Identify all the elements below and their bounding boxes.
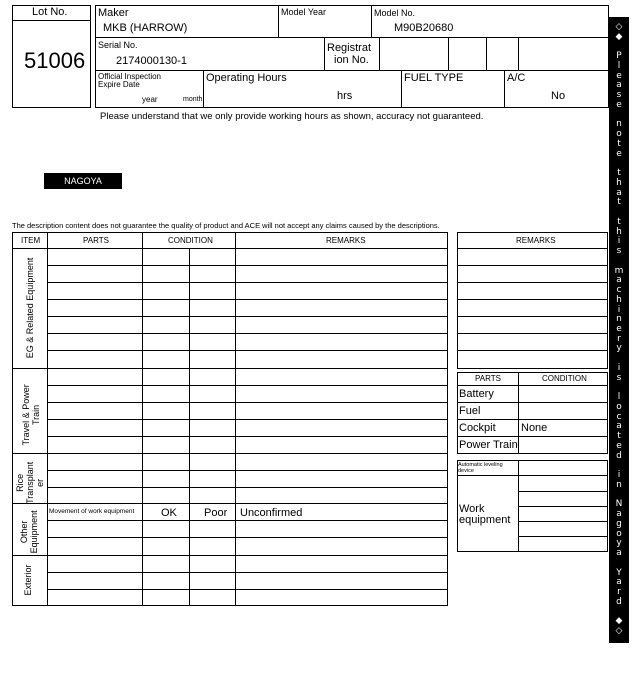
header-remarks: REMARKS (326, 236, 366, 245)
side-banner-char: ◆ (615, 616, 623, 627)
side-banner-char: i (617, 470, 621, 481)
header-item: ITEM (21, 236, 41, 245)
side-banner-char: n (616, 119, 622, 130)
side-banner-char: r (617, 333, 621, 344)
section-travel-label-2: Train (31, 404, 41, 425)
auto-leveling-label: Automatic leveling device (458, 462, 503, 475)
side-banner-char: t (617, 431, 621, 442)
side-banner-char: r (617, 587, 621, 598)
side-banner-char (609, 257, 629, 266)
side-banner-char: i (617, 304, 621, 315)
side-banner-char (609, 208, 629, 217)
section-travel-label (22, 378, 42, 452)
serial-label: Serial No. (98, 40, 138, 50)
right-row-cockpit-cond: None (521, 422, 548, 434)
other-row-remarks: Unconfirmed (240, 507, 303, 519)
right-remarks-box (457, 232, 608, 369)
ac-label: A/C (507, 72, 526, 84)
side-banner-char: m (614, 265, 624, 276)
hours-notice: Please understand that we only provide working hours as shown, accuracy not guaranteed. (100, 111, 484, 122)
side-banner-char: i (617, 362, 621, 373)
registration-label-1: Registrat (327, 42, 372, 54)
right-row-battery: Battery (459, 388, 494, 400)
side-banner-char (609, 159, 629, 168)
work-equipment-label-2: equipment (459, 514, 511, 526)
side-banner-char (609, 354, 629, 363)
section-eg-label: EG & Related Equipment (25, 257, 36, 359)
side-banner-char: s (616, 246, 622, 257)
registration-label-2: ion No. (334, 54, 369, 66)
side-banner-char: i (617, 236, 621, 247)
side-banner-char: N (615, 499, 623, 510)
side-banner-char (609, 608, 629, 617)
right-row-cockpit: Cockpit (459, 422, 496, 434)
side-banner-char: d (616, 596, 622, 607)
side-banner-char: y (616, 343, 622, 354)
side-banner-char: l (617, 60, 621, 71)
right-parts-header: PARTS (475, 374, 501, 383)
hours-unit: hrs (337, 90, 353, 102)
side-banner-char: e (616, 148, 622, 159)
location-badge (44, 173, 122, 189)
side-banner-char: l (617, 392, 621, 403)
inspection-label-1: Official Inspection (98, 72, 161, 81)
side-banner-char: e (616, 324, 622, 334)
other-row-cond2: Poor (204, 507, 228, 519)
side-banner-char: y (616, 538, 622, 549)
work-equipment-label-1: Work (459, 503, 485, 515)
side-banner-char (609, 559, 629, 568)
side-banner-char: t (617, 197, 621, 208)
side-banner-char: a (616, 509, 622, 520)
right-condition-header: CONDITION (542, 374, 587, 383)
month-label: month (183, 96, 203, 103)
side-banner-char: e (616, 440, 622, 451)
side-banner-char (609, 461, 629, 470)
right-row-fuel: Fuel (459, 405, 481, 417)
inspection-label-2: Expire Date (98, 80, 140, 89)
maker-label: Maker (98, 7, 129, 19)
side-banner-char: n (616, 479, 622, 490)
side-banner-char: t (617, 216, 621, 227)
serial-value: 2174000130-1 (116, 55, 187, 67)
side-banner-char: o (616, 528, 622, 539)
right-row-powertrain: Power Train (459, 439, 518, 451)
other-row-cond1: OK (161, 507, 177, 519)
model-year-label: Model Year (281, 7, 327, 17)
side-banner-char: e (616, 70, 622, 81)
maker-value: MKB (HARROW) (103, 22, 188, 34)
side-banner-char: c (616, 285, 622, 296)
year-label: year (142, 95, 158, 104)
section-rice-label-2: Transplant (25, 461, 36, 504)
side-banner-char: ◆ (615, 31, 623, 42)
side-banner-char: Y (616, 567, 622, 578)
fuel-type-label: FUEL TYPE (404, 72, 464, 84)
side-banner-char: ◇ (615, 22, 623, 32)
right-remarks-header: REMARKS (516, 236, 556, 245)
ac-value: No (551, 90, 566, 102)
section-exterior-label: Exterior (23, 564, 34, 596)
operating-hours-label: Operating Hours (206, 72, 287, 84)
side-banner-char: h (616, 177, 622, 188)
section-other-label-1: Other (19, 520, 30, 544)
side-banner-char (609, 111, 629, 120)
section-travel-label-1: Travel & Power (21, 384, 32, 446)
side-banner-char: e (616, 99, 622, 110)
other-row-part: Movement of work equipment (49, 508, 135, 515)
side-banner-char: s (616, 372, 622, 383)
side-banner-char: g (616, 518, 622, 529)
side-notice-banner (609, 17, 629, 643)
side-banner-char: ◇ (615, 626, 623, 636)
header-condition: CONDITION (168, 236, 213, 245)
section-other-label-2: Equipment (29, 510, 39, 554)
location-badge-text: NAGOYA (64, 176, 102, 186)
header-parts: PARTS (83, 236, 109, 245)
side-banner-char: o (616, 129, 622, 140)
side-banner-char: a (616, 187, 622, 198)
side-banner-char: t (617, 168, 621, 179)
side-banner-char: c (616, 411, 622, 422)
section-rice-label-3: er (34, 478, 45, 487)
side-banner-char: o (616, 401, 622, 412)
side-banner-char: n (616, 314, 622, 325)
lot-label: Lot No. (32, 6, 68, 18)
side-banner-char: a (616, 80, 622, 91)
side-banner-char (609, 383, 629, 392)
lot-number: 51006 (24, 48, 86, 73)
side-banner-char: h (616, 226, 622, 237)
side-banner-char: h (616, 294, 622, 305)
side-banner-char (609, 491, 629, 500)
model-no-label: Model No. (374, 8, 416, 18)
model-no-value: M90B20680 (394, 22, 454, 34)
side-banner-char: P (616, 51, 622, 62)
side-banner-char (609, 42, 629, 51)
side-banner-char: a (616, 548, 622, 559)
side-banner-char: d (616, 450, 622, 461)
side-banner-char: t (617, 138, 621, 149)
side-banner-char: a (616, 421, 622, 432)
disclaimer: The description content does not guarantee the quality of product and ACE will not accept any claims caused by the descriptions. (12, 221, 440, 230)
section-rice-label-1: Rice (15, 473, 26, 492)
side-banner-char: s (616, 90, 622, 101)
side-banner-char: a (616, 577, 622, 588)
side-banner-char: a (616, 275, 622, 286)
